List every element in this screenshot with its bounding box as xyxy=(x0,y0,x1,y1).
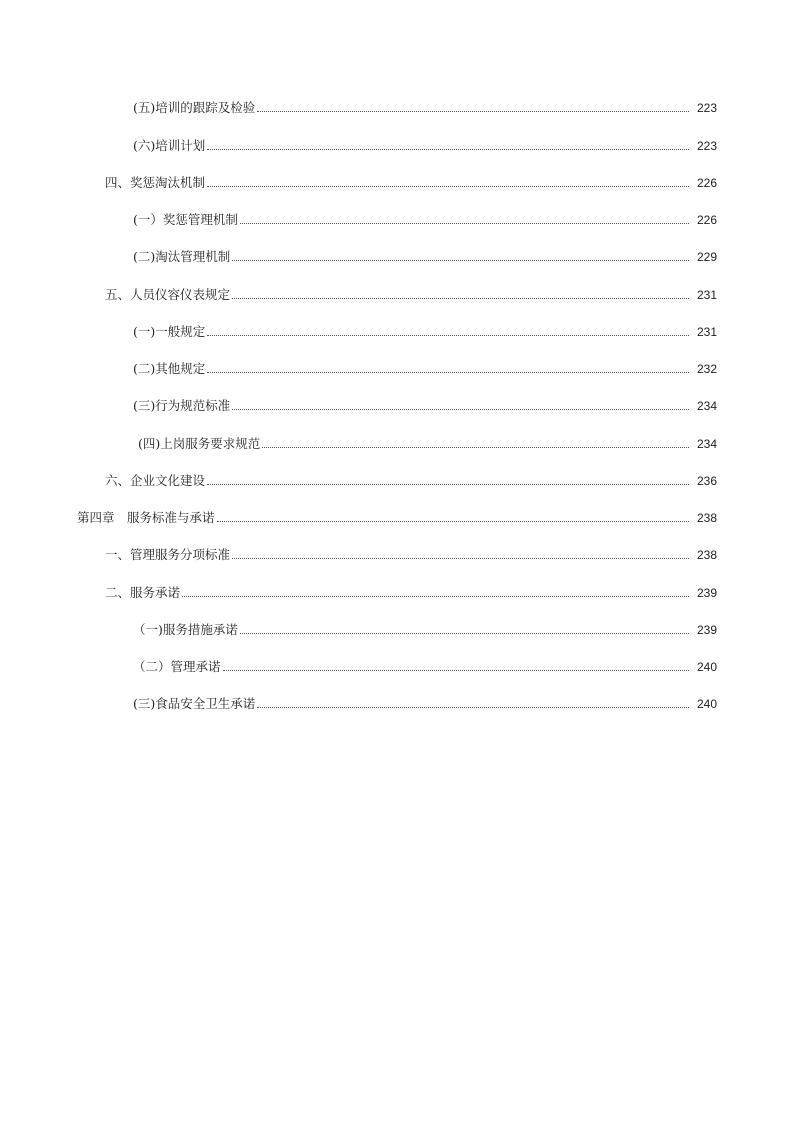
toc-entry-page: 238 xyxy=(696,548,717,562)
toc-entry[interactable] xyxy=(0,692,793,712)
toc-leader-dots xyxy=(257,111,689,112)
toc-entry-title: 二、服务承诺 xyxy=(105,585,181,600)
toc-leader-dots xyxy=(207,335,689,336)
toc-entry-page: 240 xyxy=(696,697,717,711)
toc-leader-dots xyxy=(207,186,689,187)
toc-entry-title: (四)上岗服务要求规范 xyxy=(138,436,261,451)
toc-entry-page: 234 xyxy=(696,399,717,413)
toc-entry-page: 232 xyxy=(696,362,717,376)
toc-leader-dots xyxy=(232,298,689,299)
toc-entry-title: 第四章 服务标准与承诺 xyxy=(77,510,215,525)
toc-entry[interactable] xyxy=(0,208,793,228)
toc-leader-dots xyxy=(232,558,689,559)
toc-entry-page: 223 xyxy=(696,101,717,115)
toc-leader-dots xyxy=(232,260,689,261)
toc-entry-title: (二)其他规定 xyxy=(133,361,206,376)
toc-entry-title: (三)行为规范标准 xyxy=(133,398,231,413)
toc-entry[interactable] xyxy=(0,283,793,303)
toc-entry-chapter[interactable] xyxy=(0,506,793,526)
toc-entry-title: (二)淘汰管理机制 xyxy=(133,249,231,264)
toc-entry-title: （一)服务措施承诺 xyxy=(133,622,238,637)
toc-entry-page: 239 xyxy=(696,623,717,637)
toc-entry[interactable] xyxy=(0,96,793,116)
toc-entry-page: 231 xyxy=(696,325,717,339)
toc-entry-title: 四、奖惩淘汰机制 xyxy=(105,175,206,190)
toc-entry-title: (六)培训计划 xyxy=(133,138,206,153)
toc-leader-dots xyxy=(240,633,689,634)
toc-entry[interactable] xyxy=(0,581,793,601)
toc-leader-dots xyxy=(207,149,689,150)
toc-entry-page: 239 xyxy=(696,586,717,600)
toc-entry-page: 236 xyxy=(696,474,717,488)
toc-entry-page: 238 xyxy=(696,511,717,525)
toc-entry-page: 226 xyxy=(696,213,717,227)
toc-entry[interactable] xyxy=(0,134,793,154)
toc-entry[interactable] xyxy=(0,432,793,452)
toc-leader-dots xyxy=(182,596,689,597)
toc-entry[interactable] xyxy=(0,171,793,191)
toc-leader-dots xyxy=(232,409,689,410)
toc-leader-dots xyxy=(207,372,689,373)
toc-entry-page: 223 xyxy=(696,139,717,153)
toc-entry[interactable] xyxy=(0,245,793,265)
toc-leader-dots xyxy=(223,670,689,671)
toc-leader-dots xyxy=(207,484,689,485)
toc-leader-dots xyxy=(240,223,689,224)
toc-leader-dots xyxy=(217,521,689,522)
toc-entry-title: 五、人员仪容仪表规定 xyxy=(105,287,231,302)
toc-entry[interactable] xyxy=(0,655,793,675)
toc-entry-page: 229 xyxy=(696,250,717,264)
toc-entry-title: （二）管理承诺 xyxy=(133,659,221,674)
toc-leader-dots xyxy=(262,447,689,448)
toc-leader-dots xyxy=(257,707,689,708)
toc-entry-title: (一）奖惩管理机制 xyxy=(133,212,238,227)
toc-entry[interactable] xyxy=(0,394,793,414)
toc-entry-page: 231 xyxy=(696,288,717,302)
toc-entry[interactable] xyxy=(0,543,793,563)
toc-entry[interactable] xyxy=(0,469,793,489)
toc-entry-page: 234 xyxy=(696,437,717,451)
toc-entry[interactable] xyxy=(0,357,793,377)
toc-entry[interactable] xyxy=(0,618,793,638)
toc-entry-title: 一、管理服务分项标准 xyxy=(105,547,231,562)
toc-entry-page: 226 xyxy=(696,176,717,190)
toc-entry-title: 六、企业文化建设 xyxy=(105,473,206,488)
toc-entry-title: (一)一般规定 xyxy=(133,324,206,339)
toc-entry-title: (五)培训的跟踪及检验 xyxy=(133,100,256,115)
toc-entry-page: 240 xyxy=(696,660,717,674)
toc-entry[interactable] xyxy=(0,320,793,340)
toc-entry-title: (三)食品安全卫生承诺 xyxy=(133,696,256,711)
